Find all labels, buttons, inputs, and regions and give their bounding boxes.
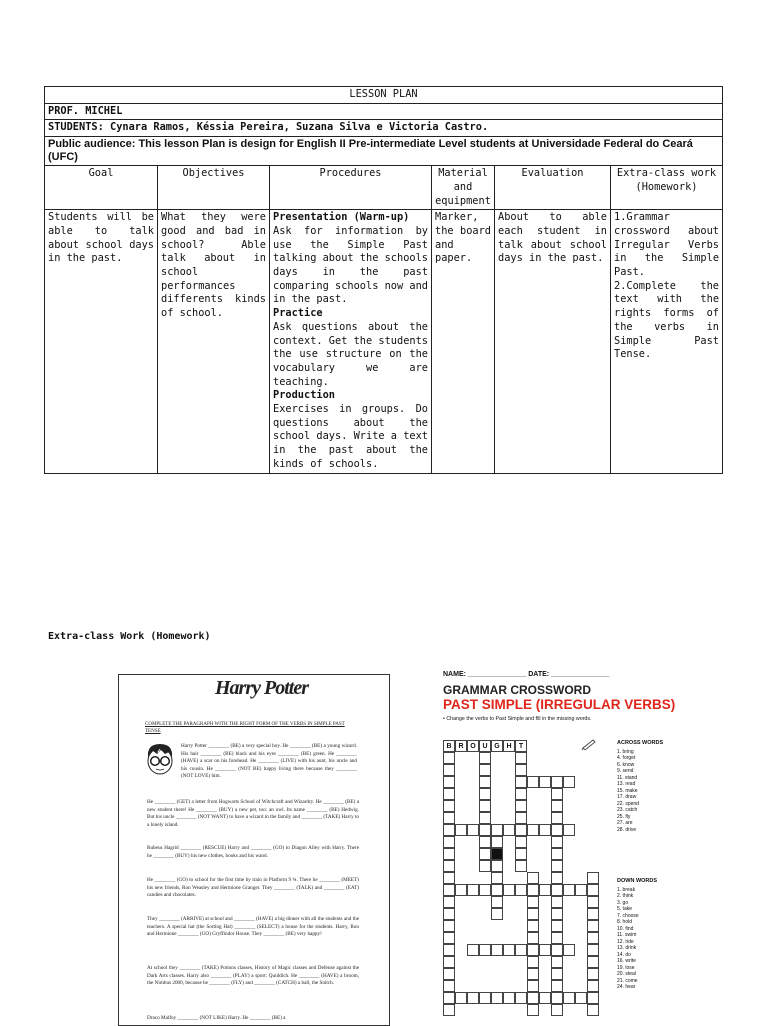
name-date-line: NAME: _______________ DATE: _______________ [443, 671, 610, 678]
crossword-cell[interactable] [491, 872, 503, 884]
crossword-cell[interactable] [551, 920, 563, 932]
harry-face-icon [143, 741, 177, 777]
down-word: 19. lose [617, 964, 635, 971]
across-word: 13. read [617, 781, 636, 787]
down-word: 24. hear [617, 984, 636, 990]
crossword-cell[interactable] [443, 908, 455, 920]
crossword-cell[interactable] [551, 848, 563, 860]
crossword-instruction: • Change the verbs to Past Simple and fill in the missing words. [443, 716, 592, 722]
crossword-cell[interactable] [551, 908, 563, 920]
crossword-cell[interactable] [551, 944, 563, 956]
crossword-cell[interactable]: G [491, 740, 503, 752]
crossword-cell[interactable] [551, 824, 563, 836]
crossword-cell[interactable] [539, 884, 551, 896]
crossword-cell[interactable] [479, 764, 491, 776]
crossword-cell[interactable] [467, 824, 479, 836]
crossword-cell[interactable] [527, 908, 539, 920]
crossword-cell[interactable] [515, 836, 527, 848]
crossword-cell[interactable] [479, 776, 491, 788]
crossword-cell[interactable] [515, 944, 527, 956]
crossword-cell[interactable] [479, 944, 491, 956]
col-evaluation: Evaluation [495, 166, 611, 210]
crossword-cell[interactable] [575, 884, 587, 896]
crossword-cell[interactable] [455, 884, 467, 896]
crossword-cell[interactable] [443, 764, 455, 776]
crossword-cell[interactable] [515, 824, 527, 836]
crossword-cell[interactable] [515, 764, 527, 776]
crossword-worksheet [437, 667, 697, 1024]
crossword-cell[interactable] [455, 992, 467, 1004]
crossword-cell[interactable] [527, 872, 539, 884]
crossword-cell[interactable] [443, 1004, 455, 1016]
crossword-cell[interactable] [587, 872, 599, 884]
crossword-cell[interactable] [587, 980, 599, 992]
down-word: 12. ride [617, 938, 634, 945]
across-word: 27. are [617, 820, 633, 826]
crossword-cell[interactable] [467, 884, 479, 896]
crossword-cell[interactable] [479, 860, 491, 872]
crossword-cell[interactable] [443, 872, 455, 884]
procedure-heading-warmup: Presentation (Warm-up) [273, 211, 410, 224]
down-word: 8. hold [617, 919, 633, 925]
across-word: 17. draw [617, 794, 637, 800]
crossword-cell[interactable] [443, 824, 455, 836]
crossword-cell[interactable] [587, 884, 599, 896]
crossword-cell[interactable] [443, 956, 455, 968]
crossword-cell[interactable] [527, 932, 539, 944]
evaluation-cell: About to able each student in talk about school days in the past. [495, 210, 611, 473]
crossword-cell[interactable] [443, 752, 455, 764]
lesson-plan-table [44, 86, 723, 474]
crossword-cell[interactable] [551, 836, 563, 848]
crossword-cell[interactable] [587, 992, 599, 1004]
down-word: 11. swim [617, 932, 637, 938]
crossword-cell[interactable] [587, 908, 599, 920]
across-word: 11. stand [617, 774, 638, 781]
down-word: 14. do [617, 951, 631, 958]
crossword-cell[interactable] [587, 896, 599, 908]
crossword-cell[interactable] [515, 860, 527, 872]
crossword-cell[interactable]: B [443, 740, 455, 752]
crossword-cell[interactable] [503, 944, 515, 956]
crossword-cell[interactable] [443, 944, 455, 956]
crossword-cell[interactable] [527, 1004, 539, 1016]
crossword-cell[interactable] [587, 968, 599, 980]
down-word: 20. steal [617, 971, 636, 977]
students-list: STUDENTS: Cynara Ramos, Késsia Pereira, Suzana Silva e Victoria Castro. [45, 120, 723, 137]
crossword-cell[interactable] [443, 860, 455, 872]
crossword-subtitle: PAST SIMPLE (IRREGULAR VERBS) [443, 697, 676, 712]
crossword-cell[interactable] [551, 896, 563, 908]
crossword-cell[interactable] [491, 860, 503, 872]
crossword-cell[interactable] [563, 776, 575, 788]
worksheet-instruction: COMPLETE THE PARAGRAPH WITH THE RIGHT FORM OF THE VERBS IN SIMPLE PAST TENSE [145, 722, 345, 734]
crossword-cell[interactable] [515, 776, 527, 788]
crossword-cell[interactable] [443, 836, 455, 848]
across-word: 1. bring [617, 748, 634, 755]
crossword-cell[interactable] [539, 824, 551, 836]
down-word: 10. find [617, 925, 634, 932]
hp-paragraph-1: Harry Potter ________ (BE) a very special boy. He ________ (BE) a young wizard. His hair ________ (BE) black and his eyes ________ (BE) green. He ________ (HAVE) a scar on his forehead. He ________ (LIVE) with his aunt, his uncle and his cousin. He ________ (NOT BE) happy living there because they ________ (NOT LOVE) him. [181, 743, 357, 780]
crossword-cell[interactable] [587, 956, 599, 968]
crossword-cell[interactable] [551, 980, 563, 992]
crossword-cell[interactable] [491, 944, 503, 956]
crossword-cell[interactable] [527, 896, 539, 908]
crossword-cell[interactable] [467, 992, 479, 1004]
crossword-cell[interactable] [563, 884, 575, 896]
crossword-cell[interactable] [551, 872, 563, 884]
col-homework: Extra-class work (Homework) [611, 166, 723, 210]
crossword-cell[interactable] [551, 884, 563, 896]
crossword-cell[interactable] [539, 992, 551, 1004]
col-procedures: Procedures [270, 166, 432, 210]
crossword-cell[interactable] [563, 992, 575, 1004]
crossword-cell[interactable] [539, 944, 551, 956]
crossword-title: GRAMMAR CROSSWORD [443, 683, 591, 697]
crossword-cell[interactable] [455, 824, 467, 836]
crossword-cell[interactable] [587, 944, 599, 956]
crossword-cell[interactable] [479, 884, 491, 896]
lesson-plan-title: LESSON PLAN [45, 87, 723, 104]
crossword-cell[interactable] [563, 944, 575, 956]
crossword-cell[interactable] [503, 824, 515, 836]
crossword-cell[interactable] [587, 932, 599, 944]
crossword-cell[interactable] [575, 992, 587, 1004]
down-word: 3. go [617, 899, 629, 906]
crossword-cell[interactable] [527, 776, 539, 788]
crossword-cell[interactable] [491, 908, 503, 920]
extra-class-heading: Extra-class Work (Homework) [48, 631, 211, 642]
crossword-cell[interactable] [527, 956, 539, 968]
crossword-cell[interactable] [551, 956, 563, 968]
crossword-cell[interactable] [563, 824, 575, 836]
crossword-cell[interactable] [551, 800, 563, 812]
down-word: 7. choose [617, 912, 639, 919]
across-word: 28. drive [617, 826, 637, 833]
crossword-cell[interactable] [587, 920, 599, 932]
crossword-cell[interactable] [587, 1004, 599, 1016]
down-word: 5. take [617, 906, 633, 912]
pencil-icon [581, 738, 597, 750]
crossword-cell[interactable] [515, 788, 527, 800]
across-word: 25. fly [617, 813, 631, 820]
crossword-cell[interactable] [479, 848, 491, 860]
col-goal: Goal [45, 166, 158, 210]
crossword-cell[interactable] [491, 824, 503, 836]
crossword-cell[interactable] [491, 896, 503, 908]
crossword-cell[interactable]: O [467, 740, 479, 752]
crossword-cell[interactable] [479, 788, 491, 800]
hp-paragraph-6: At school they ________ (TAKE) Potions classes, History of Magic classes and Defense against the Dark Arts classes. Harry also ________ (PLAY) a sport: Quiddich. He ________ (HAVE) a broom, the Nimbus 2000, because he ________ (FLY) and ________ (CATCH) a ball, the Snitch. [147, 965, 359, 987]
crossword-cell[interactable] [443, 812, 455, 824]
crossword-cell[interactable] [479, 836, 491, 848]
crossword-cell[interactable] [527, 992, 539, 1004]
crossword-cell[interactable] [443, 932, 455, 944]
hp-paragraph-2: He ________ (GET) a letter from Hogwarts School of Witchcraft and Wizardry. He ________ (BE) a new student there! He ________ (BUY) a new pet, too: an owl. Its name ________ (BE) Hedwig. But his uncle ________ (NOT WANT) to have a wizard in the family and ________ (TAKE) Harry to a lonely island. [147, 799, 359, 828]
down-word: 13. drink [617, 945, 637, 951]
crossword-cell[interactable] [551, 860, 563, 872]
across-word: 23. catch [617, 807, 638, 813]
down-word: 1. break [617, 886, 636, 893]
crossword-cell[interactable] [551, 788, 563, 800]
crossword-cell[interactable] [491, 884, 503, 896]
procedure-text-warmup: Ask for information by use the Simple Past talking about the schools days in the past comparing schools now and in the past. [273, 224, 428, 306]
procedures-cell [270, 210, 432, 473]
crossword-cell[interactable] [527, 980, 539, 992]
procedure-text-practice: Ask questions about the context. Get the students the use structure on the vocabulary we are teaching. [273, 320, 428, 388]
crossword-cell[interactable]: U [479, 740, 491, 752]
across-word: 9. send [617, 768, 634, 774]
teacher-name: PROF. MICHEL [45, 103, 723, 120]
crossword-cell[interactable] [479, 992, 491, 1004]
crossword-cell[interactable] [443, 980, 455, 992]
crossword-cell[interactable] [503, 884, 515, 896]
hp-paragraph-4: He ________ (GO) to school for the first time by train in Platform 9 ¾. There he ________ (MEET) his new friends, Ron Weasley and Hermione Granger. They ________ (TALK) and ________ (EAT) candies and chocolates. [147, 877, 359, 899]
crossword-cell[interactable] [551, 992, 563, 1004]
crossword-cell[interactable] [491, 848, 503, 860]
crossword-cell[interactable] [479, 800, 491, 812]
across-word: 15. make [617, 787, 638, 794]
crossword-cell[interactable] [527, 824, 539, 836]
crossword-cell[interactable] [527, 968, 539, 980]
crossword-cell[interactable] [515, 800, 527, 812]
crossword-cell[interactable] [491, 992, 503, 1004]
crossword-cell[interactable] [479, 812, 491, 824]
hp-paragraph-7: Draco Malfoy ________ (NOT LIKE) Harry. He ________ (BE) a [147, 1015, 286, 1021]
crossword-cell[interactable] [443, 848, 455, 860]
crossword-cell[interactable]: H [503, 740, 515, 752]
crossword-cell[interactable] [479, 824, 491, 836]
crossword-cell[interactable] [515, 752, 527, 764]
crossword-cell[interactable] [491, 836, 503, 848]
crossword-cell[interactable] [551, 812, 563, 824]
col-material: Material and equipment [432, 166, 495, 210]
across-word: 22. spend [617, 800, 639, 807]
crossword-cell[interactable] [443, 896, 455, 908]
hp-paragraph-5: They ________ (ARRIVE) at school and ________ (HAVE) a big dinner with all the students and the teachers. A special hat (the Sorting Hat) ________ (SELECT) a house for the students. Harry, Ron and Hermione ________ (GO) Gryffindor House. They ________ (BE) very happy! [147, 916, 359, 938]
public-audience: Public audience: This lesson Plan is design for English II Pre-intermediate Level students at Universidade Federal do Ceará (UFC) [45, 137, 723, 166]
crossword-cell[interactable] [443, 776, 455, 788]
crossword-cell[interactable] [551, 968, 563, 980]
crossword-cell[interactable] [443, 788, 455, 800]
harry-potter-worksheet [118, 674, 390, 1026]
across-word: 6. know [617, 761, 635, 768]
material-cell: Marker, the board and paper. [432, 210, 495, 473]
crossword-cell[interactable] [551, 932, 563, 944]
down-word: 21. come [617, 977, 638, 984]
crossword-cell[interactable] [443, 800, 455, 812]
hp-paragraph-3: Rubeus Hagrid ________ (RESCUE) Harry and ________ (GO) to Diagon Alley with Harry. There he ________ (BUY) his new clothes, books and his wand. [147, 845, 359, 859]
procedure-text-production: Exercises in groups. Do questions about the school days. Write a text in the past about the kinds of schools. [273, 403, 428, 470]
homework-item-1: 1.Grammar crossword about Irregular Verbs in the Simple Past. [614, 211, 720, 279]
crossword-cell[interactable] [551, 776, 563, 788]
objectives-cell: What they were good and bad in school? Able talk about in school performances differents kinds of school. [158, 210, 270, 473]
homework-item-2: 2.Complete the text with the rights forms of the verbs in Simple Past Tense. [614, 279, 720, 361]
crossword-cell[interactable] [527, 920, 539, 932]
down-word: 2. think [617, 893, 634, 899]
crossword-cell[interactable]: R [455, 740, 467, 752]
homework-cell [611, 210, 723, 473]
crossword-cell[interactable] [443, 968, 455, 980]
crossword-cell[interactable]: T [515, 740, 527, 752]
down-words-list [617, 878, 657, 991]
across-words-list [617, 740, 663, 833]
crossword-cell[interactable] [515, 812, 527, 824]
col-objectives: Objectives [158, 166, 270, 210]
crossword-cell[interactable] [503, 992, 515, 1004]
crossword-cell[interactable] [539, 776, 551, 788]
crossword-cell[interactable] [515, 848, 527, 860]
procedure-heading-production: Production [273, 389, 335, 402]
down-word: 16. write [617, 958, 636, 964]
crossword-cell[interactable] [443, 884, 455, 896]
harry-potter-logo: Harry Potter [215, 677, 308, 699]
crossword-cell[interactable] [515, 884, 527, 896]
crossword-cell[interactable] [551, 1004, 563, 1016]
crossword-cell[interactable] [479, 752, 491, 764]
crossword-cell[interactable] [443, 992, 455, 1004]
crossword-cell[interactable] [467, 944, 479, 956]
across-heading: ACROSS WORDS [617, 740, 664, 746]
crossword-cell[interactable] [443, 920, 455, 932]
goal-cell: Students will be able to talk about school days in the past. [45, 210, 158, 473]
procedure-heading-practice: Practice [273, 307, 323, 320]
crossword-cell[interactable] [527, 884, 539, 896]
down-heading: DOWN WORDS [617, 878, 658, 884]
crossword-cell[interactable] [515, 992, 527, 1004]
across-word: 4. forget [617, 755, 636, 761]
crossword-cell[interactable] [527, 944, 539, 956]
